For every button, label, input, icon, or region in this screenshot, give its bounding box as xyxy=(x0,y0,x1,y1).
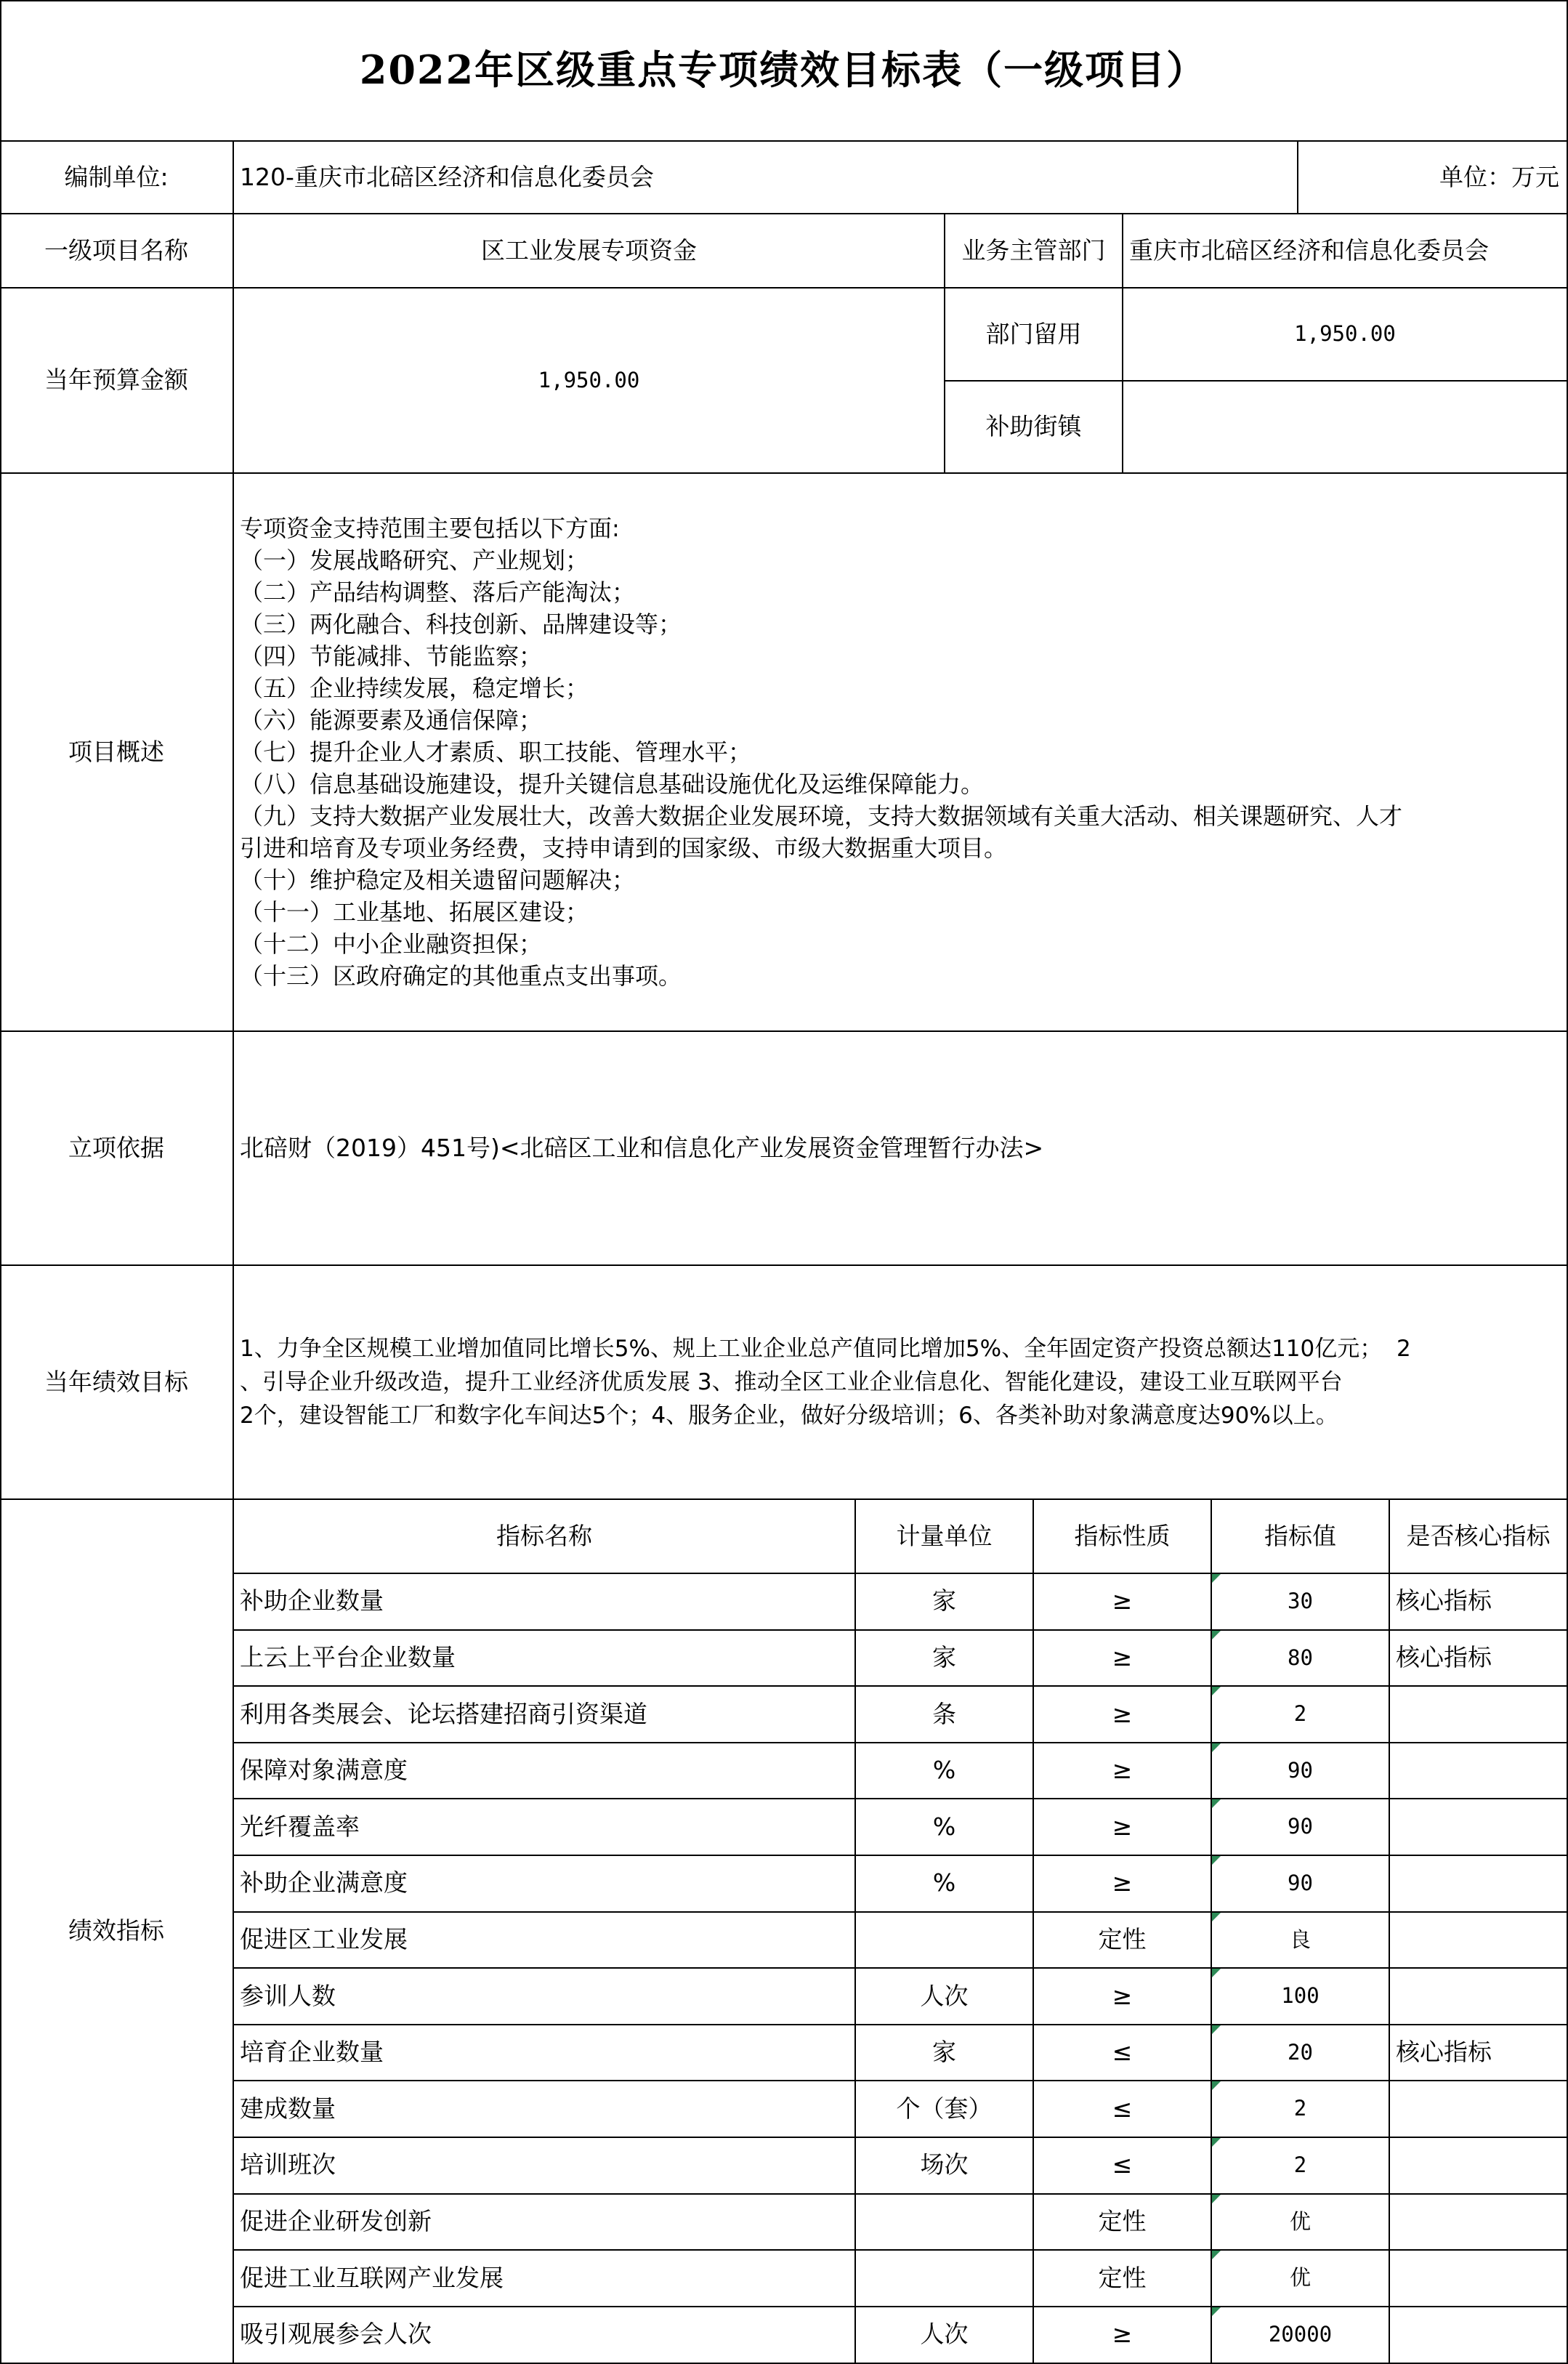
overview-line: （一）发展战略研究、产业规划； xyxy=(240,546,589,574)
subsidy-value xyxy=(1123,382,1568,474)
cell-comment-marker xyxy=(1212,2195,1221,2203)
department-label: 业务主管部门 xyxy=(945,214,1123,289)
indicator-value: 20 xyxy=(1212,2025,1390,2082)
indicator-nature: 定性 xyxy=(1034,2195,1212,2251)
indicator-unit: 家 xyxy=(856,1574,1034,1631)
indicator-unit: 条 xyxy=(856,1687,1034,1743)
indicator-value: 优 xyxy=(1212,2251,1390,2307)
indicator-header-value: 指标值 xyxy=(1212,1500,1390,1574)
cell-comment-marker xyxy=(1212,1913,1221,1921)
indicator-header-nature: 指标性质 xyxy=(1034,1500,1212,1574)
indicator-unit xyxy=(856,1913,1034,1969)
goal-line: 1、力争全区规模工业增加值同比增长5%、规上工业企业总产值同比增加5%、全年固定资产投资总额达110亿元； 2 xyxy=(240,1336,1411,1362)
indicator-nature: ≥ xyxy=(1034,1631,1212,1687)
indicator-core: 核心指标 xyxy=(1390,2025,1568,2082)
indicator-nature: ≥ xyxy=(1034,1969,1212,2025)
indicator-nature: ≥ xyxy=(1034,1799,1212,1856)
cell-comment-marker xyxy=(1212,1743,1221,1752)
basis-label: 立项依据 xyxy=(0,1032,234,1266)
overview-text xyxy=(234,474,1568,1032)
indicator-core xyxy=(1390,1969,1568,2025)
overview-line: 引进和培育及专项业务经费，支持申请到的国家级、市级大数据重大项目。 xyxy=(240,834,1008,862)
indicator-nature: 定性 xyxy=(1034,2251,1212,2307)
currency-unit: 单位：万元 xyxy=(1298,142,1568,214)
indicator-value: 90 xyxy=(1212,1743,1390,1800)
indicator-core xyxy=(1390,1913,1568,1969)
basis-value: 北碚财（2019）451号)<北碚区工业和信息化产业发展资金管理暂行办法> xyxy=(234,1032,1568,1266)
indicator-name: 建成数量 xyxy=(234,2081,856,2138)
cell-comment-marker xyxy=(1212,1969,1221,1977)
overview-line: （十二）中小企业融资担保； xyxy=(240,930,543,958)
cell-comment-marker xyxy=(1212,2307,1221,2316)
indicator-name: 补助企业满意度 xyxy=(234,1856,856,1913)
indicator-name: 促进企业研发创新 xyxy=(234,2195,856,2251)
indicator-header-name: 指标名称 xyxy=(234,1500,856,1574)
cell-comment-marker xyxy=(1212,1687,1221,1695)
cell-comment-marker xyxy=(1212,1856,1221,1865)
indicator-unit: 家 xyxy=(856,1631,1034,1687)
indicator-name: 光纤覆盖率 xyxy=(234,1799,856,1856)
annual-budget-value: 1,950.00 xyxy=(234,289,945,474)
cell-comment-marker xyxy=(1212,2025,1221,2034)
subsidy-label: 补助街镇 xyxy=(945,382,1123,474)
indicator-nature: ≥ xyxy=(1034,2307,1212,2364)
indicator-core xyxy=(1390,1743,1568,1800)
indicator-unit: 家 xyxy=(856,2025,1034,2082)
indicator-value: 80 xyxy=(1212,1631,1390,1687)
indicator-nature: ≥ xyxy=(1034,1856,1212,1913)
overview-line: （三）两化融合、科技创新、品牌建设等； xyxy=(240,610,682,638)
indicator-name: 促进工业互联网产业发展 xyxy=(234,2251,856,2307)
indicator-core xyxy=(1390,1799,1568,1856)
indicator-name: 培育企业数量 xyxy=(234,2025,856,2082)
cell-comment-marker xyxy=(1212,1631,1221,1639)
indicator-unit: 人次 xyxy=(856,2307,1034,2364)
overview-line: （八）信息基础设施建设，提升关键信息基础设施优化及运维保障能力。 xyxy=(240,770,985,798)
indicator-unit xyxy=(856,2195,1034,2251)
annual-budget-label: 当年预算金额 xyxy=(0,289,234,474)
indicator-unit: % xyxy=(856,1743,1034,1800)
indicator-value: 90 xyxy=(1212,1799,1390,1856)
cell-comment-marker xyxy=(1212,1574,1221,1583)
overview-line: （四）节能减排、节能监察； xyxy=(240,642,543,670)
indicator-unit: 场次 xyxy=(856,2138,1034,2195)
retained-value: 1,950.00 xyxy=(1123,289,1568,382)
indicator-name: 培训班次 xyxy=(234,2138,856,2195)
overview-line: （七）提升企业人才素质、职工技能、管理水平； xyxy=(240,738,752,766)
indicator-core xyxy=(1390,2138,1568,2195)
indicator-core xyxy=(1390,2307,1568,2364)
overview-line: （九）支持大数据产业发展壮大，改善大数据企业发展环境，支持大数据领域有关重大活动、相关课题研究、人才 xyxy=(240,802,1403,830)
indicator-header-core: 是否核心指标 xyxy=(1390,1500,1568,1574)
compiling-unit-value: 120-重庆市北碚区经济和信息化委员会 xyxy=(234,142,1298,214)
indicator-core xyxy=(1390,2195,1568,2251)
indicator-value: 优 xyxy=(1212,2195,1390,2251)
page-title: 2022年区级重点专项绩效目标表（一级项目） xyxy=(0,0,1568,142)
indicator-core xyxy=(1390,1856,1568,1913)
indicator-value: 100 xyxy=(1212,1969,1390,2025)
department-value: 重庆市北碚区经济和信息化委员会 xyxy=(1123,214,1568,289)
indicator-name: 利用各类展会、论坛搭建招商引资渠道 xyxy=(234,1687,856,1743)
retained-label: 部门留用 xyxy=(945,289,1123,382)
indicator-nature: ≤ xyxy=(1034,2138,1212,2195)
overview-line: 专项资金支持范围主要包括以下方面: xyxy=(240,515,620,542)
overview-line: （十三）区政府确定的其他重点支出事项。 xyxy=(240,962,682,990)
indicator-value: 30 xyxy=(1212,1574,1390,1631)
indicator-name: 参训人数 xyxy=(234,1969,856,2025)
indicator-value: 2 xyxy=(1212,2138,1390,2195)
indicator-nature: ≤ xyxy=(1034,2081,1212,2138)
project-name-value: 区工业发展专项资金 xyxy=(234,214,945,289)
overview-line: （十）维护稳定及相关遗留问题解决； xyxy=(240,866,636,894)
cell-comment-marker xyxy=(1212,1799,1221,1808)
indicator-core xyxy=(1390,1687,1568,1743)
compiling-unit-label: 编制单位: xyxy=(0,142,234,214)
goal-label: 当年绩效目标 xyxy=(0,1266,234,1500)
indicator-name: 保障对象满意度 xyxy=(234,1743,856,1800)
indicator-core xyxy=(1390,2081,1568,2138)
indicator-core xyxy=(1390,2251,1568,2307)
indicator-name: 上云上平台企业数量 xyxy=(234,1631,856,1687)
indicators-label: 绩效指标 xyxy=(0,1500,234,2364)
goal-text xyxy=(234,1266,1568,1500)
indicator-nature: 定性 xyxy=(1034,1913,1212,1969)
indicator-core: 核心指标 xyxy=(1390,1631,1568,1687)
goal-line: 2个，建设智能工厂和数字化车间达5个；4、服务企业，做好分级培训；6、各类补助对象满意度达90%以上。 xyxy=(240,1403,1338,1429)
indicator-value: 2 xyxy=(1212,1687,1390,1743)
cell-comment-marker xyxy=(1212,2251,1221,2259)
indicator-header-unit: 计量单位 xyxy=(856,1500,1034,1574)
indicator-nature: ≤ xyxy=(1034,2025,1212,2082)
indicator-name: 补助企业数量 xyxy=(234,1574,856,1631)
indicator-nature: ≥ xyxy=(1034,1743,1212,1800)
goal-line: 、引导企业升级改造，提升工业经济优质发展 3、推动全区工业企业信息化、智能化建设，建设工业互联网平台 xyxy=(240,1369,1343,1395)
indicator-unit: 个（套） xyxy=(856,2081,1034,2138)
indicator-value: 良 xyxy=(1212,1913,1390,1969)
indicator-value: 90 xyxy=(1212,1856,1390,1913)
indicator-name: 吸引观展参会人次 xyxy=(234,2307,856,2364)
indicator-unit xyxy=(856,2251,1034,2307)
indicator-value: 2 xyxy=(1212,2081,1390,2138)
indicator-nature: ≥ xyxy=(1034,1687,1212,1743)
overview-line: （五）企业持续发展，稳定增长； xyxy=(240,674,589,702)
indicator-unit: % xyxy=(856,1799,1034,1856)
overview-line: （六）能源要素及通信保障； xyxy=(240,706,543,734)
cell-comment-marker xyxy=(1212,2081,1221,2090)
project-name-label: 一级项目名称 xyxy=(0,214,234,289)
indicator-nature: ≥ xyxy=(1034,1574,1212,1631)
overview-line: （二）产品结构调整、落后产能淘汰； xyxy=(240,578,636,606)
indicator-unit: 人次 xyxy=(856,1969,1034,2025)
indicator-name: 促进区工业发展 xyxy=(234,1913,856,1969)
indicator-unit: % xyxy=(856,1856,1034,1913)
indicator-core: 核心指标 xyxy=(1390,1574,1568,1631)
overview-line: （十一）工业基地、拓展区建设； xyxy=(240,898,589,926)
indicator-value: 20000 xyxy=(1212,2307,1390,2364)
overview-label: 项目概述 xyxy=(0,474,234,1032)
cell-comment-marker xyxy=(1212,2138,1221,2147)
